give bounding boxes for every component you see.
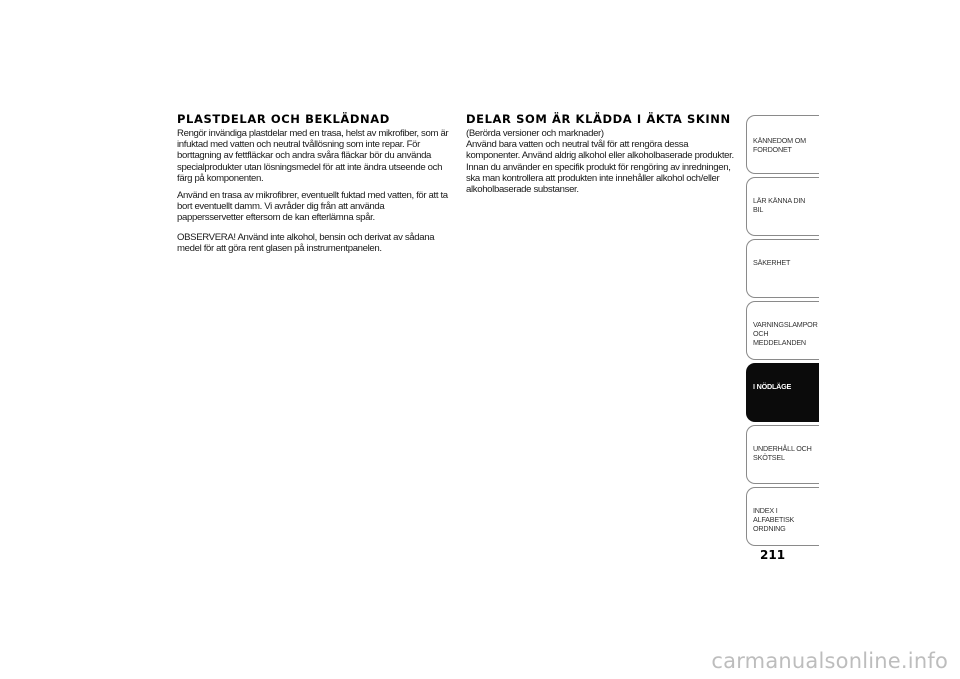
tab-label: VARNINGSLAMPOR OCH MEDDELANDEN — [753, 320, 818, 347]
tab-label: UNDERHÅLL OCH SKÖTSEL — [753, 444, 812, 462]
warning-paragraph: OBSERVERA! Använd inte alkohol, bensin och derivat av sådana medel för att göra rent glasen på instrumentpanelen. — [177, 231, 435, 254]
section-heading-plastic: PLASTDELAR OCH BEKLÄDNAD — [177, 112, 390, 126]
left-column — [177, 114, 452, 260]
section-subtitle: (Berörda versioner och marknader) — [466, 128, 604, 139]
tab-label: SÄKERHET — [753, 258, 791, 267]
tab-label: LÄR KÄNNA DIN BIL — [753, 196, 806, 214]
tab-kannedom-om-fordonet[interactable] — [746, 115, 819, 174]
tab-varningslampor[interactable] — [746, 301, 819, 360]
right-column — [466, 114, 734, 201]
tab-label: I NÖDLÄGE — [753, 382, 792, 391]
tab-underhall-och-skotsel[interactable] — [746, 425, 819, 484]
paragraph: Rengör invändiga plastdelar med en trasa, helst av mikrofiber, som är infuktad med vatten och neutral tvållösning som inte repar. För borttagning av fettfläckar och andra svåra fläckar bör du använda specialprodukter utan lösningsmedel för att inte ändra utseende och färg på komponenten. — [177, 128, 449, 184]
paragraph: Använd bara vatten och neutral tvål för att rengöra dessa komponenter. Använd aldrig alkohol eller alkoholbaserade produkter. Innan du använder en specifik produkt för rengöring av inredningen, ska man kontrollera att produkten inte innehåller alkohol och/eller alkoholbaserade substanser. — [466, 139, 734, 196]
chapter-tabs — [746, 115, 819, 549]
watermark: carmanualsonline.info — [711, 649, 948, 673]
tab-sakerhet[interactable] — [746, 239, 819, 298]
tab-lar-kanna-din-bil[interactable] — [746, 177, 819, 236]
tab-index[interactable] — [746, 487, 819, 546]
section-heading-leather: DELAR SOM ÄR KLÄDDA I ÄKTA SKINN — [466, 112, 731, 126]
paragraph: Använd en trasa av mikrofibrer, eventuellt fuktad med vatten, för att ta bort eventuellt damm. Vi avråder dig från att använda pappersservetter eftersom de kan efterlämna spår. — [177, 190, 448, 224]
tab-label: KÄNNEDOM OM FORDONET — [753, 136, 806, 154]
page-number: 211 — [760, 548, 786, 562]
tab-i-nodlage[interactable] — [746, 363, 819, 422]
tab-label: INDEX I ALFABETISK ORDNING — [753, 506, 795, 533]
